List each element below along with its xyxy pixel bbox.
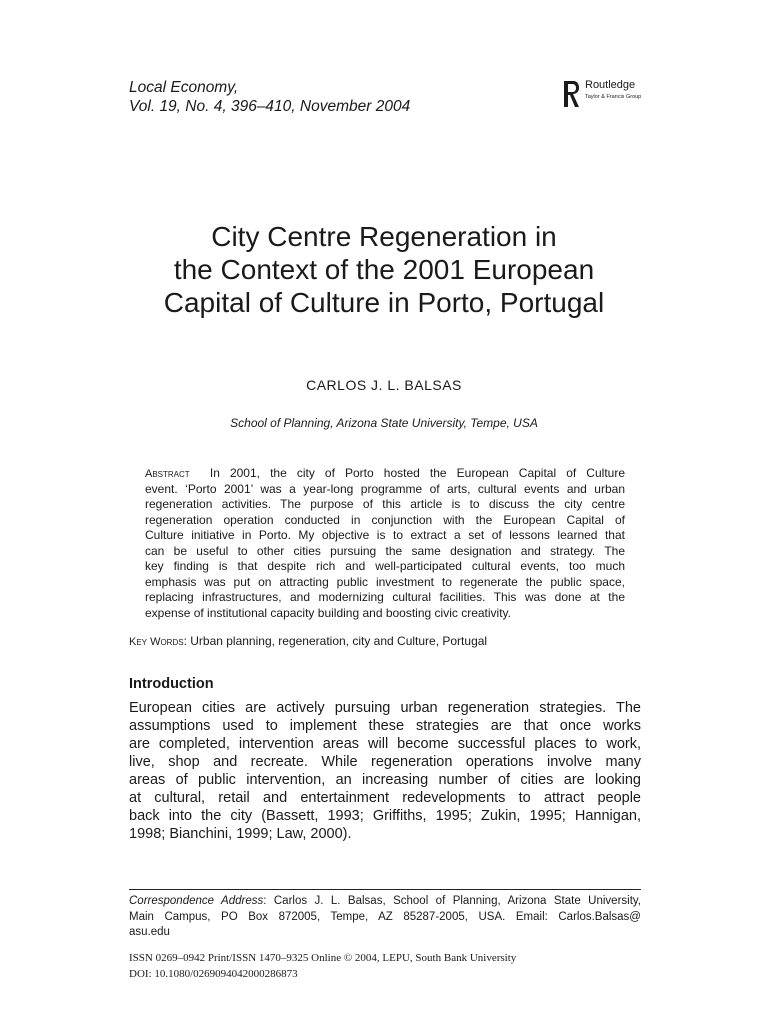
routledge-logo-icon (563, 80, 581, 108)
journal-citation (129, 78, 410, 116)
abstract-line: Culture initiative in Porto. My objective is to extract a set of lessons learned that (145, 528, 625, 542)
body-line: areas of public intervention, an increasing number of cities are looking (129, 772, 641, 788)
publisher-name: Routledge (585, 79, 636, 91)
title-line: Capital of Culture in Porto, Portugal (163, 287, 605, 318)
abstract-line: expense of institutional capacity building and boosting civic creativity. (145, 605, 511, 620)
article-title (0, 220, 768, 319)
author-name: CARLOS J. L. BALSAS (306, 377, 462, 393)
body-line: assumptions used to implement these strategies are that once works (129, 718, 641, 734)
abstract-line: event. ‘Porto 2001’ was a year-long programme of arts, cultural events and urban (145, 481, 625, 496)
author-affiliation: School of Planning, Arizona State University, Tempe, USA (230, 416, 538, 430)
publisher-subtitle: Taylor & Francis Group (585, 94, 642, 100)
correspondence-line: asu.edu (129, 926, 170, 938)
body-line: are completed, intervention areas will become successful places to work, (129, 736, 641, 752)
journal-name: Local Economy, (129, 79, 239, 96)
publisher-logo (563, 80, 641, 108)
keywords-label: Key Words (129, 636, 184, 648)
abstract-line: regeneration activities. The purpose of this article is to discuss the city centre (145, 497, 625, 511)
abstract-label: Abstract (145, 468, 190, 480)
body-line: live, shop and recreate. While regeneration operations involve many (129, 754, 641, 770)
abstract-line: Abstract In 2001, the city of Porto hosted the European Capital of Culture (145, 466, 625, 480)
doi-line: DOI: 10.1080/0269094042000286873 (129, 968, 298, 980)
body-line: at cultural, retail and entertainment redevelopments to attract people (129, 790, 641, 806)
body-line: European cities are actively pursuing urban regeneration strategies. The (129, 700, 641, 716)
introduction-body (129, 699, 641, 843)
abstract-line: can be useful to other cities pursuing the same designation and strategy. The (145, 543, 625, 558)
publication-info (129, 950, 516, 982)
keywords (129, 634, 487, 648)
body-line: 1998; Bianchini, 1999; Law, 2000). (129, 826, 352, 842)
body-line: back into the city (Bassett, 1993; Griffiths, 1995; Zukin, 1995; Hannigan, (129, 808, 641, 824)
footnote-divider (129, 889, 641, 890)
abstract-line: key finding is that despite rich and well-participated cultural events, too much (145, 559, 625, 573)
issn-line: ISSN 0269–0942 Print/ISSN 1470–9325 Online © 2004, LEPU, South Bank University (129, 952, 517, 964)
title-line: City Centre Regeneration in (211, 221, 557, 252)
correspondence-line: Correspondence Address: Carlos J. L. Balsas, School of Planning, Arizona State University, (129, 895, 641, 907)
abstract (145, 466, 625, 621)
correspondence-address (129, 894, 641, 941)
abstract-line: emphasis was put on attracting public investment to regenerate the public space, (145, 574, 625, 589)
abstract-line: regeneration operation conducted in conjunction with the European Capital of (145, 512, 625, 527)
correspondence-line: Main Campus, PO Box 872005, Tempe, AZ 85287-2005, USA. Email: Carlos.Balsas@ (129, 910, 641, 923)
journal-volume: Vol. 19, No. 4, 396–410, November 2004 (129, 98, 411, 115)
correspondence-label: Correspondence Address (129, 895, 264, 907)
title-line: the Context of the 2001 European (173, 254, 595, 285)
abstract-line: replacing infrastructures, and modernizing cultural facilities. This was done at the (145, 590, 625, 604)
introduction-heading: Introduction (129, 676, 214, 692)
keywords-text: : Urban planning, regeneration, city and Culture, Portugal (183, 634, 488, 648)
